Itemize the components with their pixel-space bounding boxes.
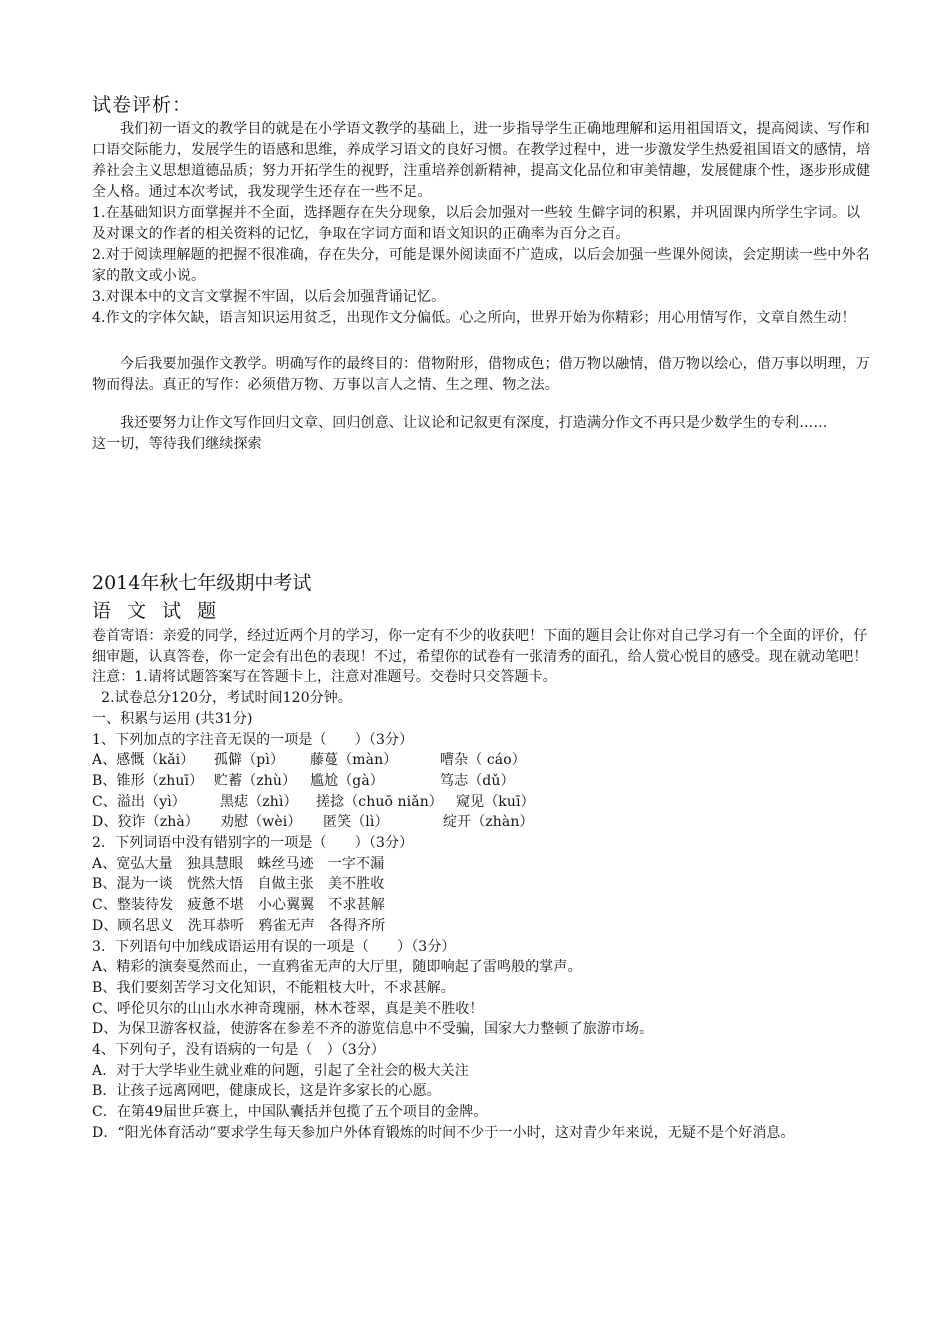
- analysis-intro: 我们初一语文的教学目的就是在小学语文教学的基础上，进一步指导学生正确地理解和运用祖国语文，提高阅读、写作和口语交际能力，发展学生的语感和思维，养成学习语文的良好习惯。在教学过程中，进一步激发学生热爱祖国语文的感情，培养社会主义思想道德品质；努力开拓学生的视野，注重培养创新精神，提高文化品位和审美情趣，发展健康个性，逐步形成健全人格。通过本次考试，我发现学生还存在一些不足。: [92, 121, 871, 200]
- analysis-point-2: 2.对于阅读理解题的把握不很准确，存在失分，可能是课外阅读面不广造成，以后会加强一些课外阅读，会定期读一些中外名家的散文或小说。: [92, 247, 870, 284]
- exam-note-1: 注意：1.请将试题答案写在答题卡上，注意对准题号。交卷时只交答题卡。: [92, 669, 557, 686]
- question-2-option-c: C、整装待发 疲惫不堪 小心翼翼 不求甚解: [92, 897, 385, 914]
- analysis-goal: 我还要努力让作文写作回归文章、回归创意、让议论和记叙更有深度，打造满分作文不再只是少数学生的专利……: [120, 415, 828, 431]
- option-item: A、感慨（kǎi）: [92, 752, 195, 769]
- question-3-option-b: B、我们要刻苦学习文化知识，不能粗枝大叶，不求甚解。: [92, 979, 455, 996]
- option-item: 绽开（zhàn）: [443, 814, 534, 831]
- option-item: B、锥形（zhuī）: [92, 772, 204, 789]
- subject-title: 语 文 试 题: [92, 600, 222, 622]
- analysis-body: [92, 119, 872, 329]
- analysis-point-1: 1.在基础知识方面掌握并不全面，选择题存在失分现象，以后会加强对一些较 生僻字词的积累，并巩固课内所学生字词。以及对课文的作者的相关资料的记忆，争取在字词方面和语文知识的正确率为百分之百。: [92, 205, 861, 242]
- question-3-option-d: D、为保卫游客权益，使游客在参差不齐的游览信息中不受骗，国家大力整顿了旅游市场。: [92, 1021, 654, 1038]
- analysis-closing: 这一切，等待我们继续探索: [92, 436, 262, 452]
- option-item: 尴尬（gà）: [310, 772, 384, 789]
- question-3-option-a: A、精彩的演奏戛然而止，一直鸦雀无声的大厅里，随即响起了雷鸣般的掌声。: [92, 959, 582, 976]
- option-item: 黑痣（zhì）: [220, 793, 298, 810]
- question-2-option-a: A、宽弘大量 独具慧眼 蛛丝马迹 一字不漏: [92, 855, 385, 872]
- exam-body: [92, 626, 872, 1144]
- question-1-option-c: [92, 792, 872, 813]
- question-1-option-a: [92, 750, 872, 771]
- analysis-point-4: 4.作文的字体欠缺，语言知识运用贫乏，出现作文分偏低。心之所向，世界开始为你精彩；用心用情写作，文章自然生动！: [92, 310, 856, 326]
- option-item: C、溢出（yì）: [92, 793, 186, 810]
- exam-preface: 卷首寄语：亲爱的同学，经过近两个月的学习，你一定有不少的收获吧！下面的题目会让你对自己学习有一个全面的评价，仔细审题，认真答卷，你一定会有出色的表现！不过，希望你的试卷有一张清秀的面孔，给人赏心悦目的感受。现在就动笔吧！: [92, 628, 868, 665]
- option-item: 嘈杂（ cáo）: [440, 752, 526, 769]
- option-item: 孤僻（pì）: [214, 752, 285, 769]
- question-1-option-b: [92, 771, 872, 792]
- question-4-option-b: B．让孩子远离网吧，健康成长，这是许多家长的心愿。: [92, 1083, 441, 1100]
- question-2-option-d: D、顾名思义 洗耳恭听 鸦雀无声 各得齐所: [92, 917, 386, 934]
- analysis-title: 试卷评析：: [92, 94, 193, 116]
- option-item: 匿笑（lì）: [323, 814, 389, 831]
- option-item: 贮蓄（zhù）: [214, 772, 297, 789]
- section-heading: 一、积累与运用 (共31分): [92, 710, 253, 727]
- option-item: 藤蔓（màn）: [310, 752, 398, 769]
- analysis-plan: 今后我要加强作文教学。明确写作的最终目的：借物附形，借物成色；借万物以融情，借万物以绘心，借万事以明理，万物而得法。真正的写作：必须借万物、万事以言人之情、生之理、物之法。: [92, 356, 870, 393]
- question-2-stem: 2．下列词语中没有错别字的一项是（ ）（3分）: [92, 835, 414, 852]
- option-item: 窥见（kuī）: [456, 793, 535, 810]
- analysis-point-3: 3.对课本中的文言文掌握不牢固，以后会加强背诵记忆。: [92, 289, 446, 305]
- exam-title: 2014年秋七年级期中考试: [92, 572, 312, 594]
- analysis-goal-block: [92, 413, 872, 455]
- question-4-option-d: D．“阳光体育活动”要求学生每天参加户外体育锻炼的时间不少于一小时，这对青少年来说，无疑不是个好消息。: [92, 1124, 795, 1141]
- option-item: 劝慰（wèi）: [220, 814, 302, 831]
- analysis-plan-block: [92, 354, 872, 396]
- question-1-stem: 1、下列加点的字注音无误的一项是（ ）（3分）: [92, 731, 414, 748]
- option-item: 搓捻（chuō niǎn）: [316, 793, 443, 810]
- question-4-option-c: C．在第49届世乒赛上，中国队囊括并包揽了五个项目的金牌。: [92, 1104, 488, 1121]
- question-1-option-d: [92, 812, 872, 833]
- exam-note-2: 2.试卷总分120分，考试时间120分钟。: [92, 690, 353, 707]
- option-item: D、狡诈（zhà）: [92, 814, 199, 831]
- question-3-option-c: C、呼伦贝尔的山山水水神奇瑰丽，林木苍翠，真是美不胜收！: [92, 1000, 484, 1017]
- question-4-stem: 4、下列句子，没有语病的一句是（ ）（3分）: [92, 1042, 386, 1059]
- question-4-option-a: A．对于大学毕业生就业难的问题，引起了全社会的极大关注: [92, 1062, 469, 1079]
- question-3-stem: 3．下列语句中加线成语运用有误的一项是（ ）（3分）: [92, 938, 456, 955]
- question-2-option-b: B、混为一谈 恍然大悟 自做主张 美不胜收: [92, 876, 385, 893]
- option-item: 笃志（dǔ）: [440, 772, 515, 789]
